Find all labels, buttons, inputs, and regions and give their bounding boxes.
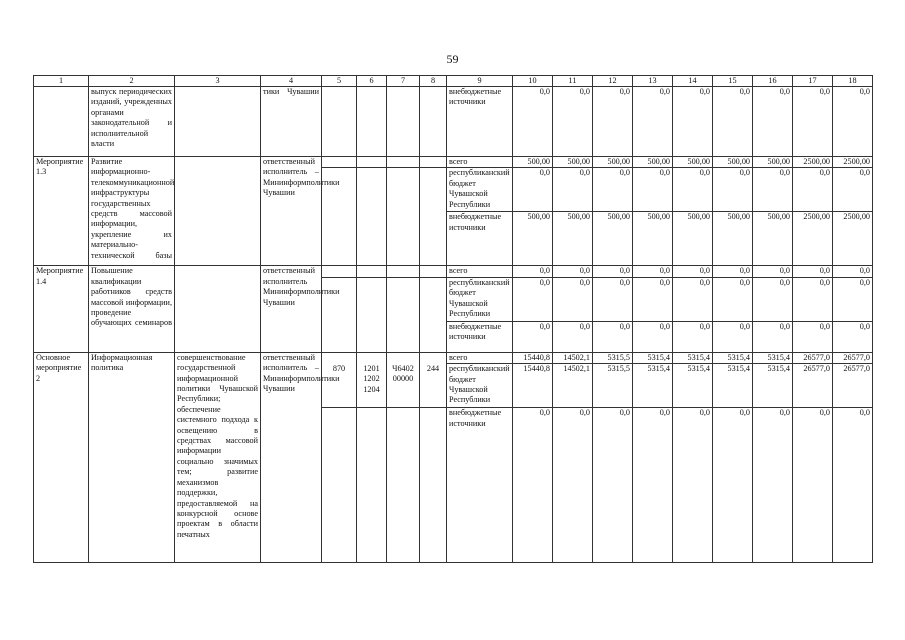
rzpr-cell [357, 408, 387, 563]
value-cell: 5315,4 [713, 364, 753, 408]
value-cell: 0,0 [553, 321, 593, 352]
rzpr-cell [357, 321, 387, 352]
value-cell: 0,0 [593, 266, 633, 277]
csr-cell [387, 352, 420, 363]
value-cell: 0,0 [593, 87, 633, 157]
value-cell: 0,0 [833, 408, 873, 563]
value-cell: 500,00 [513, 157, 553, 168]
value-cell: 0,0 [553, 408, 593, 563]
value-cell: 0,0 [673, 408, 713, 563]
value-cell: 5315,4 [633, 352, 673, 363]
value-cell: 0,0 [753, 277, 793, 321]
value-cell: 0,0 [833, 87, 873, 157]
source-cell: внебюджетные источники [447, 321, 513, 352]
source-cell: республиканский бюджет Чувашской Республики [447, 277, 513, 321]
column-header: 7 [387, 76, 420, 87]
value-cell: 5315,4 [753, 352, 793, 363]
value-cell: 0,0 [513, 277, 553, 321]
value-cell: 26577,0 [793, 364, 833, 408]
column-header: 4 [261, 76, 322, 87]
vr-cell [420, 266, 447, 277]
rzpr-cell [357, 266, 387, 277]
value-cell: 0,0 [513, 266, 553, 277]
csr-cell [387, 168, 420, 212]
csr-cell [387, 266, 420, 277]
value-cell: 500,00 [753, 157, 793, 168]
value-cell: 0,0 [513, 321, 553, 352]
value-cell: 0,0 [713, 266, 753, 277]
vr-cell: 244 [420, 364, 447, 408]
grbs-cell [322, 87, 357, 157]
column-header: 13 [633, 76, 673, 87]
source-cell: всего [447, 352, 513, 363]
column-header: 5 [322, 76, 357, 87]
value-cell: 0,0 [713, 277, 753, 321]
value-cell: 0,0 [833, 277, 873, 321]
value-cell: 0,0 [673, 266, 713, 277]
value-cell: 0,0 [553, 87, 593, 157]
value-cell: 0,0 [593, 168, 633, 212]
goal-cell [175, 87, 261, 157]
value-cell: 0,0 [713, 87, 753, 157]
value-cell: 0,0 [553, 168, 593, 212]
responsible-cell: ответственный исполнитель – Мининформполитики Чувашии [261, 352, 322, 562]
value-cell: 0,0 [633, 277, 673, 321]
responsible-cell: ответственный исполнитель Мининформполитики Чувашии [261, 266, 322, 352]
csr-cell [387, 212, 420, 266]
value-cell: 2500,00 [833, 157, 873, 168]
value-cell: 0,0 [673, 168, 713, 212]
source-cell: республиканский бюджет Чувашской Республики [447, 364, 513, 408]
value-cell: 0,0 [553, 277, 593, 321]
vr-cell [420, 212, 447, 266]
program-table [33, 75, 873, 563]
value-cell: 0,0 [793, 87, 833, 157]
grbs-cell [322, 352, 357, 363]
value-cell: 0,0 [753, 87, 793, 157]
csr-cell [387, 408, 420, 563]
value-cell: 0,0 [753, 266, 793, 277]
value-cell: 500,00 [673, 157, 713, 168]
value-cell: 0,0 [673, 321, 713, 352]
table-row [34, 352, 873, 363]
value-cell: 0,0 [673, 87, 713, 157]
value-cell: 5315,4 [753, 364, 793, 408]
column-header: 17 [793, 76, 833, 87]
value-cell: 500,00 [753, 212, 793, 266]
column-header: 12 [593, 76, 633, 87]
value-cell: 0,0 [713, 321, 753, 352]
source-cell: внебюджетные источники [447, 212, 513, 266]
event-title-cell: Информационная политика [89, 352, 175, 562]
value-cell: 0,0 [793, 266, 833, 277]
value-cell: 5315,5 [593, 364, 633, 408]
csr-cell [387, 87, 420, 157]
value-cell: 0,0 [633, 87, 673, 157]
value-cell: 0,0 [793, 408, 833, 563]
rzpr-cell [357, 168, 387, 212]
source-cell: всего [447, 266, 513, 277]
column-header: 2 [89, 76, 175, 87]
rzpr-cell: 1201 1202 1204 [357, 364, 387, 408]
value-cell: 0,0 [753, 321, 793, 352]
grbs-cell [322, 277, 357, 321]
table-row [34, 87, 873, 157]
grbs-cell [322, 408, 357, 563]
value-cell: 500,00 [633, 212, 673, 266]
value-cell: 0,0 [633, 321, 673, 352]
value-cell: 500,00 [593, 212, 633, 266]
column-header: 14 [673, 76, 713, 87]
value-cell: 500,00 [673, 212, 713, 266]
rzpr-cell [357, 352, 387, 363]
value-cell: 15440,8 [513, 364, 553, 408]
rzpr-cell [357, 212, 387, 266]
value-cell: 0,0 [673, 277, 713, 321]
value-cell: 14502,1 [553, 352, 593, 363]
value-cell: 26577,0 [793, 352, 833, 363]
value-cell: 0,0 [713, 168, 753, 212]
value-cell: 500,00 [713, 212, 753, 266]
event-label-cell: Мероприятие 1.3 [34, 157, 89, 266]
column-header: 1 [34, 76, 89, 87]
value-cell: 0,0 [833, 266, 873, 277]
value-cell: 500,00 [633, 157, 673, 168]
value-cell: 0,0 [513, 408, 553, 563]
value-cell: 0,0 [513, 87, 553, 157]
column-header: 6 [357, 76, 387, 87]
rzpr-cell [357, 157, 387, 168]
table-row [34, 266, 873, 277]
column-header: 16 [753, 76, 793, 87]
value-cell: 0,0 [793, 168, 833, 212]
value-cell: 2500,00 [793, 212, 833, 266]
goal-cell [175, 266, 261, 352]
value-cell: 26577,0 [833, 364, 873, 408]
column-header: 18 [833, 76, 873, 87]
grbs-cell [322, 212, 357, 266]
value-cell: 0,0 [553, 266, 593, 277]
value-cell: 500,00 [553, 157, 593, 168]
source-cell: всего [447, 157, 513, 168]
responsible-cell: ответственный исполнитель – Мининформполитики Чувашии [261, 157, 322, 266]
value-cell: 0,0 [593, 408, 633, 563]
vr-cell [420, 321, 447, 352]
value-cell: 15440,8 [513, 352, 553, 363]
value-cell: 0,0 [753, 408, 793, 563]
grbs-cell [322, 157, 357, 168]
value-cell: 5315,4 [633, 364, 673, 408]
value-cell: 5315,4 [673, 352, 713, 363]
grbs-cell [322, 168, 357, 212]
column-header: 15 [713, 76, 753, 87]
value-cell: 0,0 [513, 168, 553, 212]
column-number-row [34, 76, 873, 87]
source-cell: внебюджетные источники [447, 87, 513, 157]
value-cell: 0,0 [633, 266, 673, 277]
value-cell: 0,0 [713, 408, 753, 563]
vr-cell [420, 157, 447, 168]
goal-cell [175, 157, 261, 266]
value-cell: 500,00 [593, 157, 633, 168]
value-cell: 0,0 [753, 168, 793, 212]
goal-cell: совершенствование государственной информационной политики Чувашской Республики; обеспечение системного подхода к освещению в средствах массовой информации социально значимых тем; развитие механизмов поддержки, предоставляемой на конкурсной основе проектам в области печатных [175, 352, 261, 562]
grbs-cell [322, 266, 357, 277]
value-cell: 0,0 [793, 321, 833, 352]
value-cell: 14502,1 [553, 364, 593, 408]
value-cell: 0,0 [793, 277, 833, 321]
value-cell: 0,0 [833, 168, 873, 212]
value-cell: 26577,0 [833, 352, 873, 363]
event-label-cell [34, 87, 89, 157]
column-header: 8 [420, 76, 447, 87]
source-cell: внебюджетные источники [447, 408, 513, 563]
csr-cell [387, 157, 420, 168]
value-cell: 5315,5 [593, 352, 633, 363]
value-cell: 2500,00 [793, 157, 833, 168]
value-cell: 0,0 [633, 168, 673, 212]
vr-cell [420, 277, 447, 321]
column-header: 9 [447, 76, 513, 87]
value-cell: 500,00 [553, 212, 593, 266]
value-cell: 500,00 [713, 157, 753, 168]
value-cell: 2500,00 [833, 212, 873, 266]
csr-cell [387, 277, 420, 321]
value-cell: 0,0 [833, 321, 873, 352]
grbs-cell: 870 [322, 364, 357, 408]
value-cell: 500,00 [513, 212, 553, 266]
event-label-cell: Основное мероприятие 2 [34, 352, 89, 562]
event-title-cell: Развитие информационно-телекоммуникационной инфраструктуры государственных средств массовой информации, укрепление их материально-технической базы [89, 157, 175, 266]
csr-cell: Ч6402 00000 [387, 364, 420, 408]
rzpr-cell [357, 277, 387, 321]
value-cell: 0,0 [593, 321, 633, 352]
column-header: 10 [513, 76, 553, 87]
event-title-cell: выпуск периодических изданий, учрежденных органами законодательной и исполнительной власти [89, 87, 175, 157]
table-row [34, 157, 873, 168]
csr-cell [387, 321, 420, 352]
column-header: 11 [553, 76, 593, 87]
value-cell: 5315,4 [673, 364, 713, 408]
grbs-cell [322, 321, 357, 352]
vr-cell [420, 168, 447, 212]
column-header: 3 [175, 76, 261, 87]
source-cell: республиканский бюджет Чувашской Республики [447, 168, 513, 212]
event-title-cell: Повышение квалификации работников средств массовой информации, проведение обучающих семинаров [89, 266, 175, 352]
vr-cell [420, 408, 447, 563]
rzpr-cell [357, 87, 387, 157]
vr-cell [420, 87, 447, 157]
event-label-cell: Мероприятие 1.4 [34, 266, 89, 352]
vr-cell [420, 352, 447, 363]
value-cell: 0,0 [633, 408, 673, 563]
value-cell: 5315,4 [713, 352, 753, 363]
responsible-cell: тики Чувашии [261, 87, 322, 157]
value-cell: 0,0 [593, 277, 633, 321]
page-number: 59 [446, 52, 459, 66]
